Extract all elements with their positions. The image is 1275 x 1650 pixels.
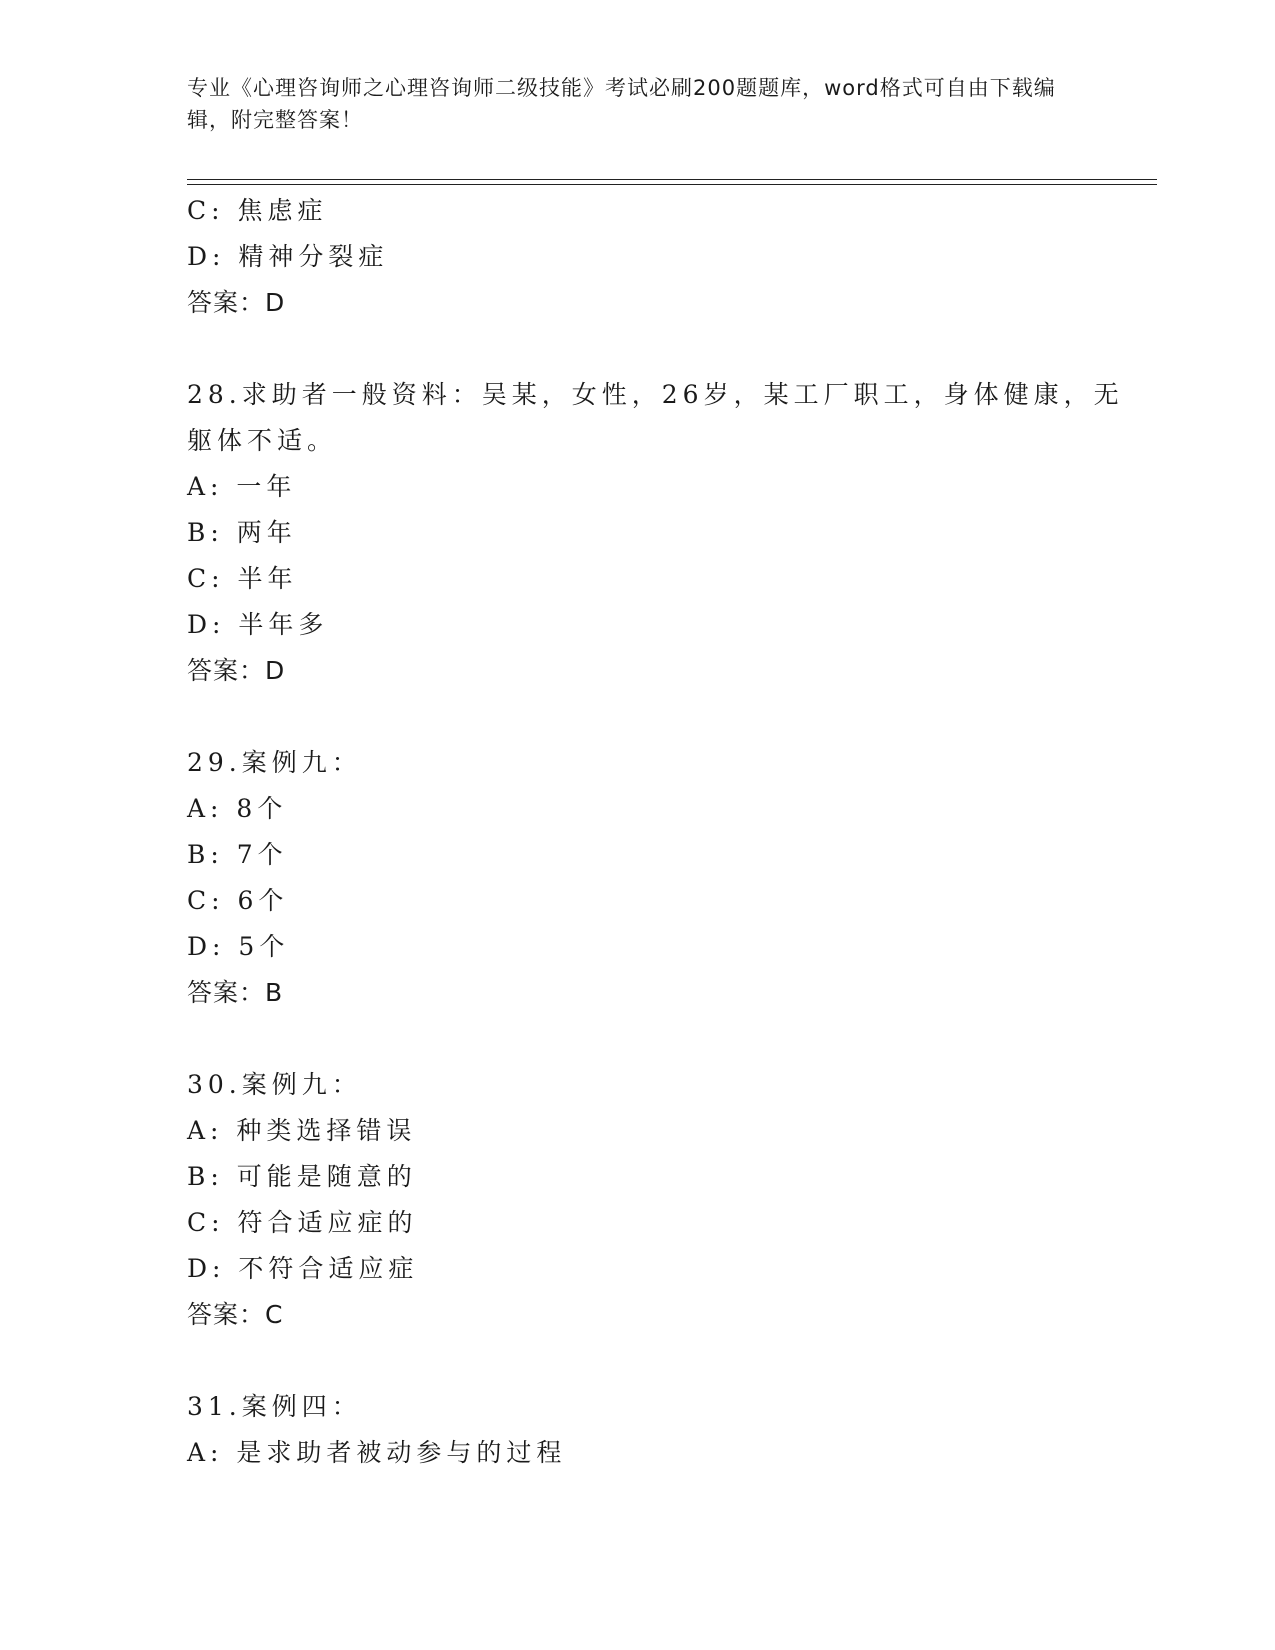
spacer xyxy=(187,694,1127,740)
spacer xyxy=(187,1016,1127,1062)
option-a: A: 8个 xyxy=(187,794,288,823)
option-c: C: 6个 xyxy=(187,886,289,915)
spacer xyxy=(187,1338,1127,1384)
option-a: A: 一年 xyxy=(187,472,297,501)
option-a: A: 是求助者被动参与的过程 xyxy=(187,1438,567,1467)
answer: 答案：D xyxy=(187,288,286,317)
spacer xyxy=(187,326,1127,372)
option-d: D: 5个 xyxy=(187,932,290,961)
question-content xyxy=(187,188,1127,1476)
header-rule-top xyxy=(187,179,1157,180)
option-c: C: 符合适应症的 xyxy=(187,1208,418,1237)
option-c: C: 焦虑症 xyxy=(187,196,328,225)
option-d: D: 精神分裂症 xyxy=(187,242,389,271)
option-d: D: 不符合适应症 xyxy=(187,1254,419,1283)
question-stem: 29.案例九： xyxy=(187,748,362,777)
option-c: C: 半年 xyxy=(187,564,298,593)
answer: 答案：D xyxy=(187,656,286,685)
answer: 答案：C xyxy=(187,1300,284,1329)
question-stem: 31.案例四： xyxy=(187,1392,362,1421)
option-b: B: 可能是随意的 xyxy=(187,1162,417,1191)
document-header: 专业《心理咨询师之心理咨询师二级技能》考试必刷200题题库，word格式可自由下载编辑，附完整答案！ xyxy=(187,76,1056,132)
answer: 答案：B xyxy=(187,978,284,1007)
question-stem: 30.案例九： xyxy=(187,1070,362,1099)
option-b: B: 7个 xyxy=(187,840,288,869)
header-rule-bottom xyxy=(187,184,1157,185)
option-d: D: 半年多 xyxy=(187,610,329,639)
option-a: A: 种类选择错误 xyxy=(187,1116,417,1145)
option-b: B: 两年 xyxy=(187,518,297,547)
question-stem: 28.求助者一般资料：吴某，女性，26岁，某工厂职工，身体健康，无躯体不适。 xyxy=(187,380,1124,455)
